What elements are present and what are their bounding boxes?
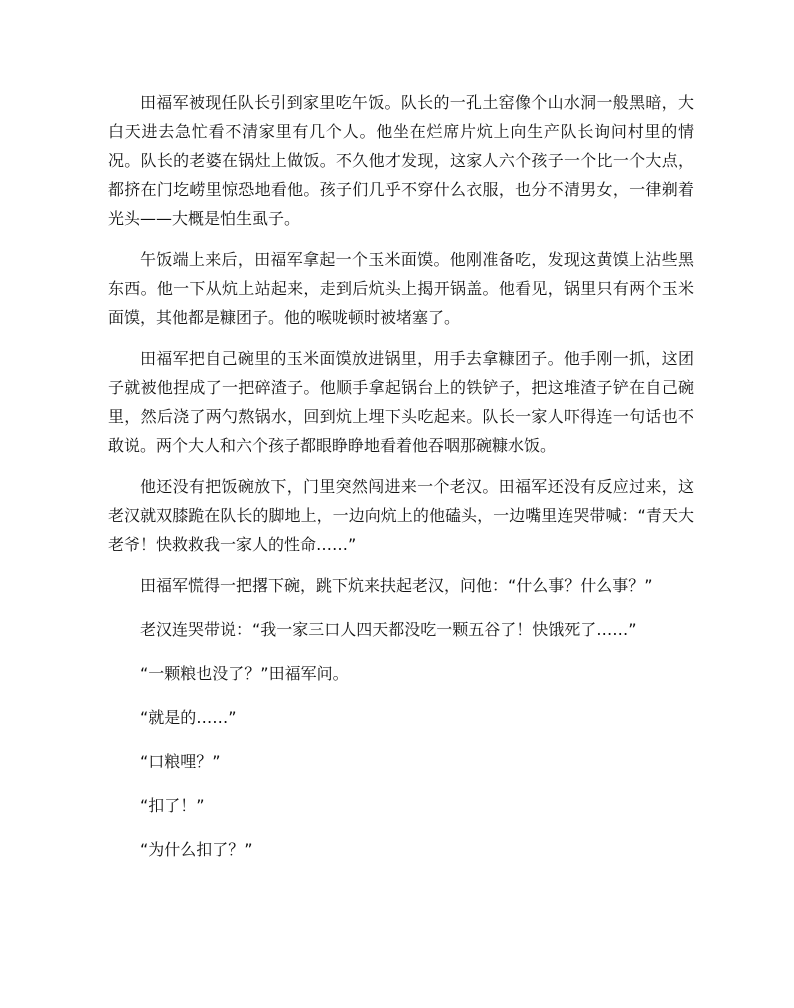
dialogue-line-1: 田福军慌得一把撂下碗，跳下炕来扶起老汉，问他：“什么事？什么事？” — [140, 576, 653, 595]
paragraph-4: 他还没有把饭碗放下，门里突然闯进来一个老汉。田福军还没有反应过来，这老汉就双膝跪在队长的脚地上，一边向炕上的他磕头，一边嘴里连哭带喊：“青天大老爷！快救救我一家人的性命……” — [108, 477, 694, 554]
dialogue-line-4: “就是的……” — [140, 708, 237, 727]
dialogue-line-7: “为什么扣了？” — [140, 840, 253, 859]
dialogue-line-5: “口粮哩？” — [140, 752, 221, 771]
paragraph-2: 午饭端上来后，田福军拿起一个玉米面馍。他刚准备吃，发现这黄馍上沾些黑东西。他一下从炕上站起来，走到后炕头上揭开锅盖。他看见，锅里只有两个玉米面馍，其他都是糠团子。他的喉咙顿时被堵塞了。 — [108, 250, 694, 327]
novel-excerpt — [108, 88, 694, 879]
dialogue-line-6: “扣了！” — [140, 796, 205, 815]
dialogue-line-2: 老汉连哭带说：“我一家三口人四天都没吃一颗五谷了！快饿死了……” — [140, 620, 637, 639]
dialogue-line-3: “一颗粮也没了？”田福军问。 — [140, 664, 349, 683]
paragraph-3: 田福军把自己碗里的玉米面馍放进锅里，用手去拿糠团子。他手刚一抓，这团子就被他捏成了一把碎渣子。他顺手拿起锅台上的铁铲子，把这堆渣子铲在自己碗里，然后浇了两勺熬锅水，回到炕上埋下头吃起来。队长一家人吓得连一句话也不敢说。两个大人和六个孩子都眼睁睁地看着他吞咽那碗糠水饭。 — [108, 349, 694, 455]
paragraph-1: 田福军被现任队长引到家里吃午饭。队长的一孔土窑像个山水洞一般黑暗，大白天进去急忙看不清家里有几个人。他坐在烂席片炕上向生产队长询问村里的情况。队长的老婆在锅灶上做饭。不久他才发现，这家人六个孩子一个比一个大点，都挤在门圪崂里惊恐地看他。孩子们几乎不穿什么衣服，也分不清男女，一律剃着光头——大概是怕生虱子。 — [108, 93, 694, 228]
